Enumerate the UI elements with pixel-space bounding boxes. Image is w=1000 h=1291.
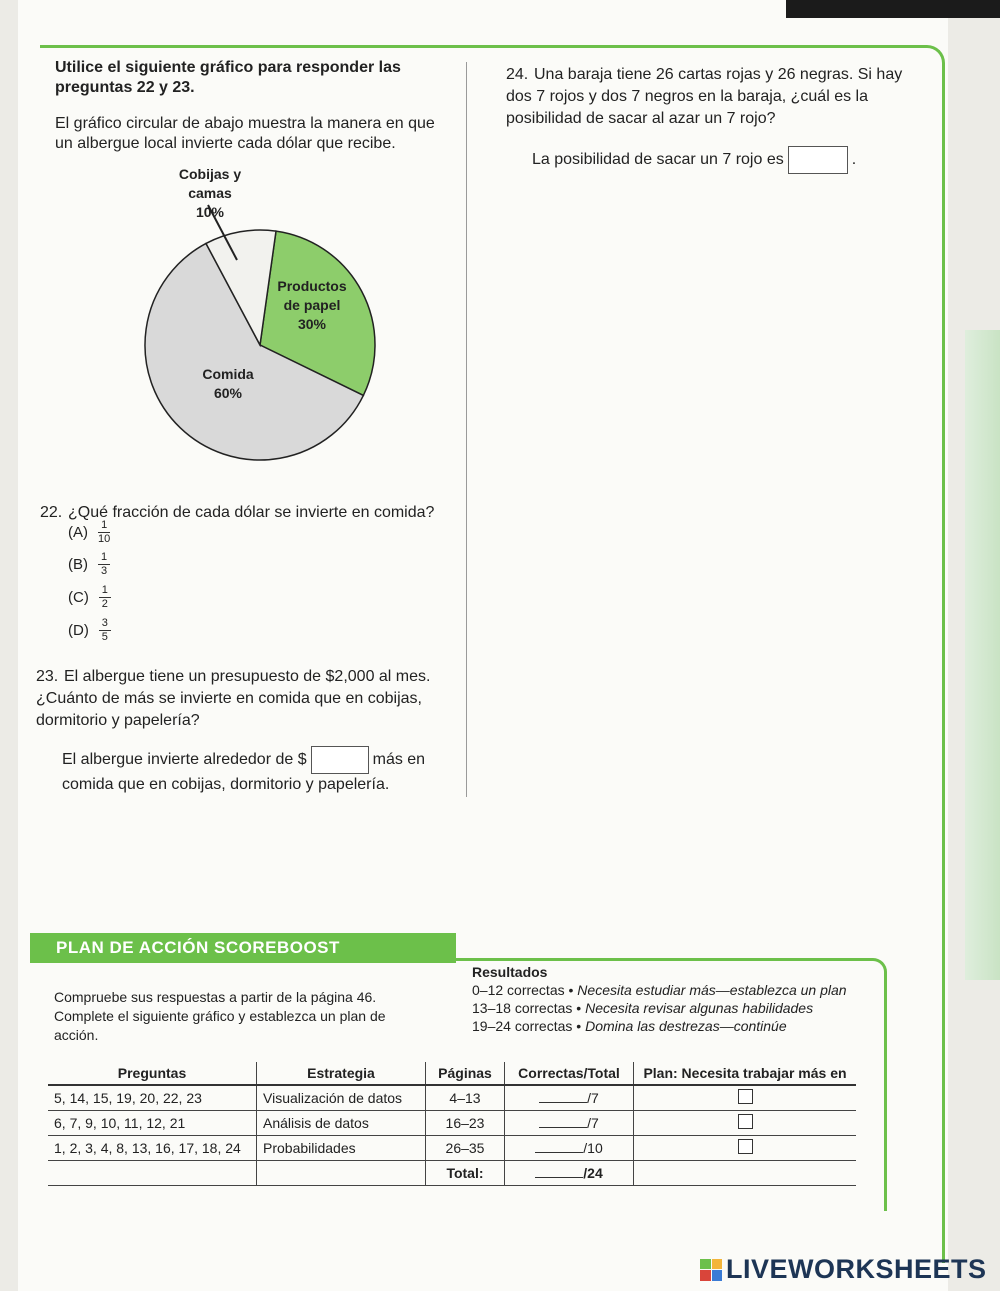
- numerator: 1: [101, 519, 108, 531]
- cell-plan: [634, 1085, 857, 1111]
- total-correct-input[interactable]: [535, 1165, 583, 1178]
- option-d[interactable]: [68, 618, 111, 643]
- option-letter: (C): [68, 589, 89, 606]
- col-plan: Plan: Necesita trabajar más en: [634, 1062, 857, 1085]
- question-number: 23.: [36, 668, 59, 685]
- pie-label: Comida 60%: [202, 366, 254, 401]
- result-range: 0–12 correctas •: [472, 982, 578, 998]
- watermark: [700, 1254, 987, 1285]
- correct-count-input[interactable]: [539, 1090, 587, 1103]
- correct-count-input[interactable]: [539, 1115, 587, 1128]
- liveworksheets-logo-icon: [700, 1259, 722, 1281]
- cell-correctas: [505, 1085, 634, 1111]
- result-range: 19–24 correctas •: [472, 1018, 586, 1034]
- total-value: /24: [583, 1165, 603, 1181]
- results-title: Resultados: [472, 964, 548, 980]
- cell-empty: [257, 1161, 426, 1186]
- col-preguntas: Preguntas: [48, 1062, 257, 1085]
- plan-checkbox[interactable]: [738, 1114, 753, 1129]
- cell-estrategia: Visualización de datos: [257, 1085, 426, 1111]
- col-correctas: Correctas/Total: [505, 1062, 634, 1085]
- intro-text: El gráfico circular de abajo muestra la manera en que un albergue local invierte cada dólar que recibe.: [55, 115, 435, 152]
- table-header-row: [48, 1062, 856, 1085]
- denominator: 2: [101, 598, 108, 610]
- cell-empty: [634, 1161, 857, 1186]
- pie-label: Productos de papel 30%: [277, 278, 347, 332]
- fraction: [99, 618, 111, 643]
- table-row: [48, 1085, 856, 1111]
- table-total-row: [48, 1161, 856, 1186]
- result-note: Necesita revisar algunas habilidades: [585, 1000, 814, 1016]
- question-text: Una baraja tiene 26 cartas rojas y 26 negras. Si hay dos 7 rojos y dos 7 negros en la baraja, ¿cuál es la posibilidad de sacar al azar un 7 rojo?: [506, 66, 903, 127]
- question-24: [506, 64, 906, 130]
- cell-preguntas: 6, 7, 9, 10, 11, 12, 21: [48, 1111, 257, 1136]
- fraction: [99, 585, 111, 610]
- cell-plan: [634, 1136, 857, 1161]
- adjacent-page-edge: [965, 330, 1000, 980]
- table-row: [48, 1111, 856, 1136]
- result-line: [472, 1017, 882, 1035]
- option-letter: (B): [68, 556, 88, 573]
- plan-title: PLAN DE ACCIÓN SCOREBOOST: [30, 933, 456, 963]
- answer-input-23[interactable]: [311, 746, 369, 774]
- cell-preguntas: 1, 2, 3, 4, 8, 13, 16, 17, 18, 24: [48, 1136, 257, 1161]
- numerator: 1: [101, 584, 108, 596]
- top-dark-bar: [786, 0, 1000, 18]
- denominator: 3: [100, 565, 108, 577]
- numerator: 1: [100, 551, 108, 563]
- pie-label: Cobijas y camas 10%: [178, 166, 242, 220]
- cell-correctas: [505, 1111, 634, 1136]
- cell-paginas: 26–35: [426, 1136, 505, 1161]
- question-text: El albergue tiene un presupuesto de $2,000 al mes. ¿Cuánto de más se invierte en comida que en cobijas, dormitorio y papelería?: [36, 668, 431, 729]
- option-a[interactable]: [68, 520, 110, 545]
- cell-correctas: [505, 1136, 634, 1161]
- cell-estrategia: Probabilidades: [257, 1136, 426, 1161]
- cell-total: /10: [583, 1140, 603, 1156]
- question-number: 24.: [506, 66, 529, 83]
- col-paginas: Páginas: [426, 1062, 505, 1085]
- answer-prefix: La posibilidad de sacar un 7 rojo es: [532, 151, 784, 169]
- fraction: [98, 552, 110, 577]
- total-label: Total:: [426, 1161, 505, 1186]
- intro-title: Utilice el siguiente gráfico para responder las preguntas 22 y 23.: [55, 59, 401, 96]
- plan-instructions: Compruebe sus respuestas a partir de la página 46. Complete el siguiente gráfico y establezca un plan de acción.: [54, 989, 386, 1043]
- cell-empty: [48, 1161, 257, 1186]
- question-text: ¿Qué fracción de cada dólar se invierte en comida?: [68, 504, 435, 521]
- denominator: 5: [101, 631, 108, 643]
- plan-checkbox[interactable]: [738, 1139, 753, 1154]
- numerator: 3: [101, 617, 108, 629]
- result-range: 13–18 correctas •: [472, 1000, 586, 1016]
- cell-total: /7: [587, 1090, 599, 1106]
- results-box: [472, 963, 882, 1035]
- denominator: 10: [98, 533, 111, 545]
- watermark-text: LIVEWORKSHEETS: [726, 1254, 987, 1284]
- question-number: 22.: [40, 504, 63, 521]
- col-estrategia: Estrategia: [257, 1062, 426, 1085]
- option-b[interactable]: [68, 552, 110, 577]
- correct-count-input[interactable]: [535, 1140, 583, 1153]
- cell-paginas: 4–13: [426, 1085, 505, 1111]
- result-line: [472, 999, 882, 1017]
- question-23-answer: [62, 746, 452, 796]
- answer-prefix: El albergue invierte alrededor de $: [62, 751, 307, 769]
- fraction: [98, 520, 110, 545]
- pie-chart: [100, 165, 420, 465]
- cell-paginas: 16–23: [426, 1111, 505, 1136]
- answer-input-24[interactable]: [788, 146, 848, 174]
- question-24-answer: [532, 146, 892, 174]
- column-divider: [466, 62, 467, 797]
- table-row: [48, 1136, 856, 1161]
- cell-plan: [634, 1111, 857, 1136]
- cell-preguntas: 5, 14, 15, 19, 20, 22, 23: [48, 1085, 257, 1111]
- answer-suffix: más en comida que en cobijas, dormitorio y papelería.: [62, 751, 426, 793]
- plan-checkbox[interactable]: [738, 1089, 753, 1104]
- option-letter: (A): [68, 524, 88, 541]
- cell-total: /7: [587, 1115, 599, 1131]
- scoreboost-table: [48, 1062, 856, 1186]
- result-note: Necesita estudiar más—establezca un plan: [577, 982, 847, 998]
- answer-suffix: .: [851, 151, 857, 169]
- cell-total-correctas: [505, 1161, 634, 1186]
- result-line: [472, 981, 882, 999]
- result-note: Domina las destrezas—continúe: [585, 1018, 787, 1034]
- question-23: [36, 666, 446, 732]
- option-letter: (D): [68, 622, 89, 639]
- cell-estrategia: Análisis de datos: [257, 1111, 426, 1136]
- option-c[interactable]: [68, 585, 111, 610]
